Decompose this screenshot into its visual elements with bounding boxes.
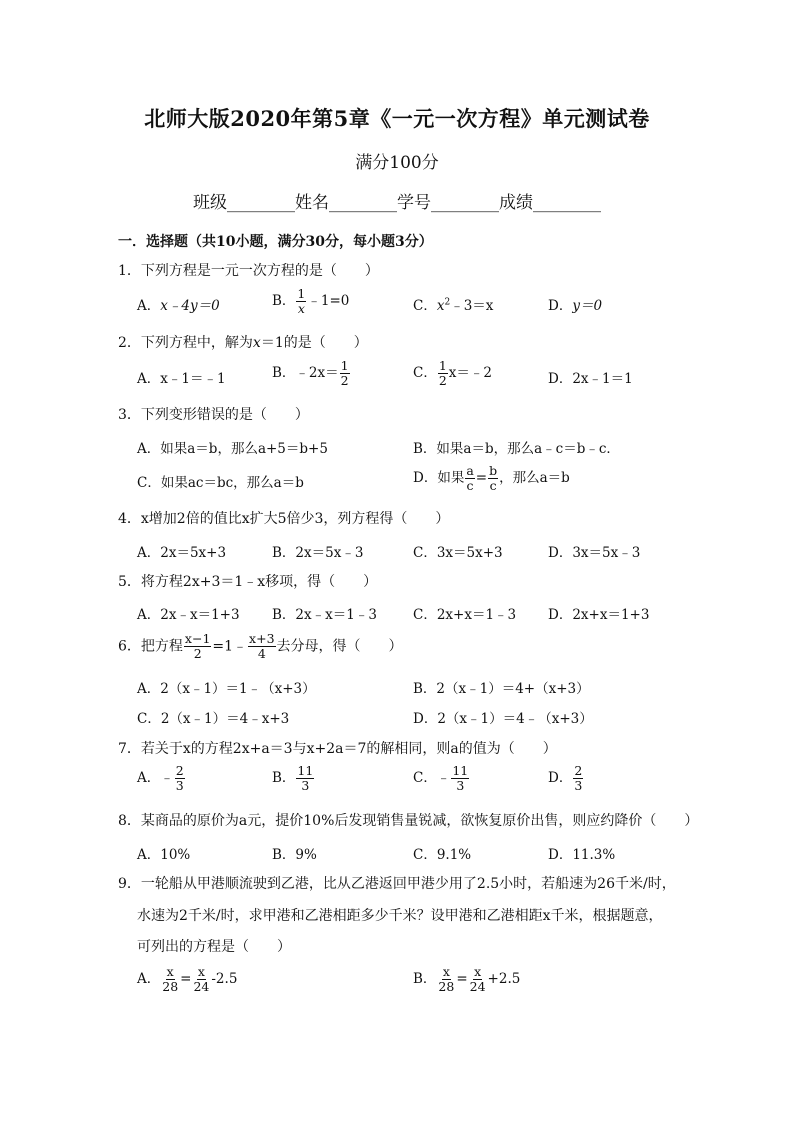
q5-option-b: B．2x﹣x＝1﹣3 bbox=[272, 607, 377, 623]
q3-option-c: C．如果ac＝bc，那么a＝b bbox=[137, 475, 304, 491]
page-title: 北师大版2020年第5章《一元一次方程》单元测试卷 bbox=[144, 106, 650, 131]
q4-option-a: A．2x＝5x+3 bbox=[137, 545, 227, 561]
q1-option-d: D．y＝0 bbox=[548, 298, 603, 314]
q1-option-c: C．$x^2﹣3=x$ bbox=[413, 297, 494, 314]
question-4-stem: 4．x增加2倍的值比x扩大5倍少3，列方程得（ ） bbox=[118, 511, 450, 527]
question-1-stem: 1．下列方程是一元一次方程的是（ ） bbox=[118, 263, 379, 279]
question-8-stem: 8．某商品的原价为a元，提价10%后发现销售量锐减，欲恢复原价出售，则应约降价（ ） bbox=[118, 813, 699, 829]
q7-option-c: C．﹣ $\frac{11}{3}$ bbox=[413, 763, 469, 793]
question-9-line-2: 水速为2千米/时，求甲港和乙港相距多少千米？设甲港和乙港相距x千米，根据题意， bbox=[137, 908, 663, 924]
q6-option-d: D．2（x﹣1）＝4﹣（x+3） bbox=[413, 711, 593, 727]
q9-option-a: A． $\frac{x}{28}$ = $\frac{x}{24}$ -2.5 bbox=[137, 964, 238, 994]
question-3-stem: 3．下列变形错误的是（ ） bbox=[118, 407, 309, 423]
fraction: $\frac{1}{x}$ bbox=[297, 286, 306, 316]
q3-option-d: D．如果 $\frac{a}{c}$ = $\frac{b}{c}$ ，那么a＝b bbox=[413, 463, 570, 493]
q7-option-a: A．﹣ $\frac{2}{3}$ bbox=[137, 763, 184, 793]
q8-option-b: B．9% bbox=[272, 847, 317, 863]
student-info-line: 班级________姓名________学号________成绩________ bbox=[193, 193, 601, 213]
q9-option-b: B． $\frac{x}{28}$ = $\frac{x}{24}$ +2.5 bbox=[413, 964, 521, 994]
q8-option-d: D．11.3% bbox=[548, 847, 616, 863]
q4-option-d: D．3x＝5x﹣3 bbox=[548, 545, 641, 561]
q6-option-c: C．2（x﹣1）＝4﹣x+3 bbox=[137, 711, 290, 727]
question-9-line-3: 可列出的方程是（ ） bbox=[137, 939, 291, 955]
q3-option-a: A．如果a＝b，那么a+5＝b+5 bbox=[137, 441, 328, 457]
question-5-stem: 5．将方程2x+3＝1﹣x移项，得（ ） bbox=[118, 574, 378, 590]
q7-option-d: D． $\frac{2}{3}$ bbox=[548, 763, 583, 793]
q1-option-b: B． $\frac{1}{x}$ ﹣1=0 bbox=[272, 286, 350, 316]
q6-option-b: B．2（x﹣1）＝4+（x+3） bbox=[413, 681, 590, 697]
question-9-line-1: 9．一轮船从甲港顺流驶到乙港，比从乙港返回甲港少用了2.5小时，若船速为26千米/时， bbox=[118, 876, 676, 892]
full-score: 满分100分 bbox=[355, 153, 439, 173]
q4-option-b: B．2x＝5x﹣3 bbox=[272, 545, 364, 561]
q5-option-a: A．2x﹣x＝1+3 bbox=[137, 607, 240, 623]
question-6-stem: 6．把方程 $\frac{x-1}{2}$ =1﹣ $\frac{x+3}{4}$ 去分母，得（ ） bbox=[118, 631, 403, 661]
q7-option-b: B． $\frac{11}{3}$ bbox=[272, 763, 314, 793]
q1-option-a: A．x﹣4y＝0 bbox=[137, 298, 220, 314]
q8-option-a: A．10% bbox=[137, 847, 191, 863]
q2-option-c: C． $\frac{1}{2}$ x＝﹣2 bbox=[413, 358, 492, 388]
q3-option-b: B．如果a＝b，那么a﹣c＝b﹣c． bbox=[413, 441, 620, 457]
question-2-stem: 2．下列方程中，解为x＝1的是（ ） bbox=[118, 335, 368, 351]
q5-option-c: C．2x+x＝1﹣3 bbox=[413, 607, 517, 623]
q2-option-d: D．2x﹣1＝1 bbox=[548, 371, 633, 387]
q5-option-d: D．2x+x＝1+3 bbox=[548, 607, 650, 623]
q2-option-b: B．﹣2x＝ $\frac{1}{2}$ bbox=[272, 358, 349, 388]
q8-option-c: C．9.1% bbox=[413, 847, 472, 863]
q2-option-a: A．x﹣1＝﹣1 bbox=[137, 371, 226, 387]
q4-option-c: C．3x＝5x+3 bbox=[413, 545, 503, 561]
q6-option-a: A．2（x﹣1）＝1﹣（x+3） bbox=[137, 681, 316, 697]
section-heading: 一．选择题（共10小题，满分30分，每小题3分） bbox=[118, 234, 433, 250]
question-7-stem: 7．若关于x的方程2x+a＝3与x+2a＝7的解相同，则a的值为（ ） bbox=[118, 741, 557, 757]
